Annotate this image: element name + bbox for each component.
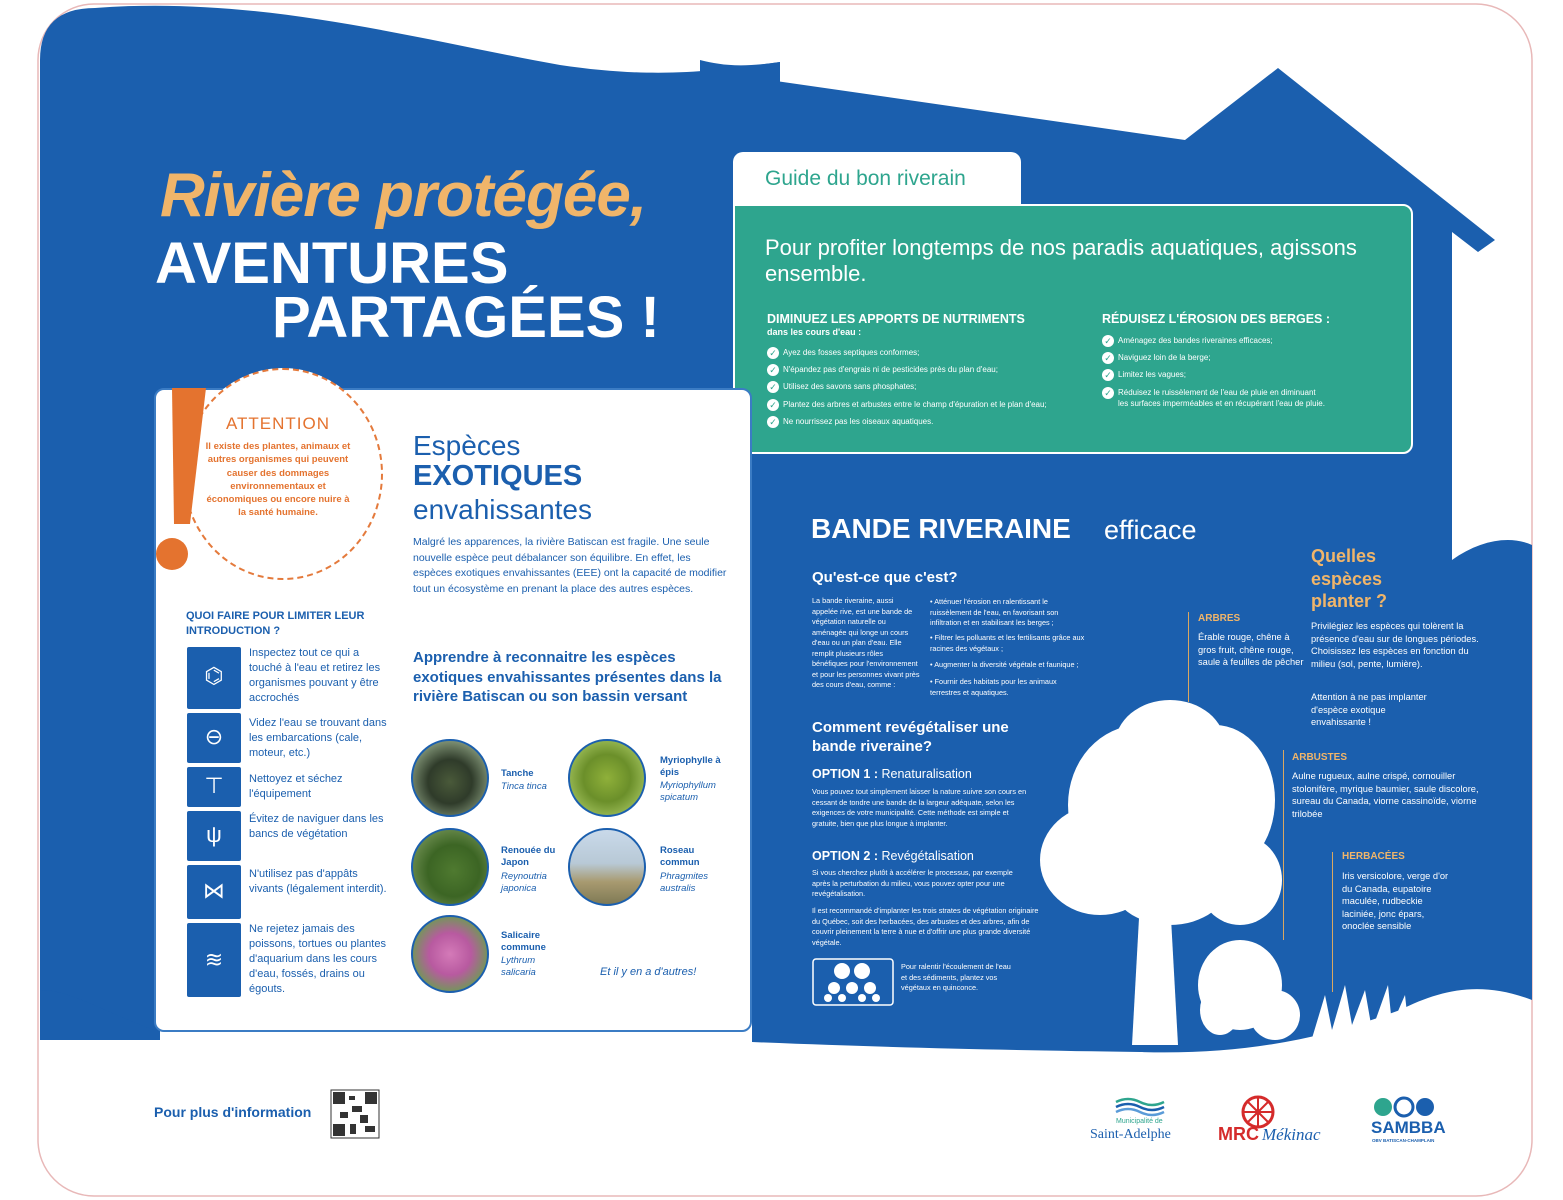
aquatic-plants-icon: ψ xyxy=(187,811,241,861)
arbres-label: ARBRES xyxy=(1198,613,1241,624)
logo-saint-adelphe: Municipalité de Saint-Adelphe xyxy=(1088,1096,1188,1146)
limiter-item: Inspectez tout ce qui a touché à l'eau et retirez les organismes pouvant y être accrochés xyxy=(249,647,381,704)
attention-body: Il existe des plantes, animaux et autres organismes qui peuvent causer des dommages environnementaux et économiques ou encore nuire à la santé humaine. xyxy=(205,441,351,519)
species-name: Renouée du Japon xyxy=(501,845,556,868)
bande-definition: La bande riveraine, aussi appelée rive, est une bande de végétation naturelle ou aménagée qui longe un cours d'eau ou un plan d'eau. Elle remplit plusieurs rôles bénéfiques pour l'environnement et pour les personnes vivant près des cours d'eau, comme : xyxy=(812,596,920,689)
roseau-photo xyxy=(568,828,646,906)
logo-mrc-mekinac: MRC Mékinac xyxy=(1218,1094,1342,1150)
bande-role: • Fournir des habitats pour les animaux terrestres et aquatiques. xyxy=(930,677,1057,697)
nutriments-subheading: dans les cours d'eau : xyxy=(767,327,862,337)
renouee-photo xyxy=(411,828,489,906)
limiter-heading: QUOI FAIRE POUR LIMITER LEUR INTRODUCTION ? xyxy=(186,610,365,637)
especes-title-2: EXOTIQUES xyxy=(413,460,583,492)
species-name: Salicaire commune xyxy=(501,930,546,953)
erosion-heading: RÉDUISEZ L'ÉROSION DES BERGES : xyxy=(1102,312,1331,326)
species-latin: Tinca tinca xyxy=(501,781,547,792)
guide-intro: Pour profiter longtemps de nos paradis aquatiques, agissons ensemble. xyxy=(765,235,1357,286)
bande-title-bold: BANDE RIVERAINE xyxy=(811,513,1071,544)
nutriments-heading: DIMINUEZ LES APPORTS DE NUTRIMENTS xyxy=(767,312,1025,326)
plants-intro: Privilégiez les espèces qui tolèrent la présence d'eau sur de longues périodes. Choisissez les espèces en fonction du milieu (sol, pente, lumière). xyxy=(1311,621,1479,669)
reconnaitre-heading: Apprendre à reconnaitre les espèces exotiques envahissantes présentes dans la rivière Batiscan ou son bassin versant xyxy=(413,649,722,705)
kayak-icon: ⊖ xyxy=(187,713,241,763)
more-info-label: Pour plus d'information xyxy=(154,1104,312,1120)
herbacees-line xyxy=(1332,852,1333,992)
faucet-icon: ⊤ xyxy=(187,767,241,807)
option-2-body: Si vous cherchez plutôt à accélérer le processus, par exemple après la perturbation du milieu, vous pouvez opter pour une revégétalisation. xyxy=(812,868,1013,898)
qr-code[interactable] xyxy=(331,1090,379,1138)
arbustes-line xyxy=(1283,750,1284,940)
fish-icon: ⋈ xyxy=(187,865,241,919)
check-icon: ✓ xyxy=(767,399,779,411)
especes-title-3: envahissantes xyxy=(413,494,593,525)
option-2-title: OPTION 2 : Revégétalisation xyxy=(812,849,974,863)
bande-role: • Augmenter la diversité végétale et faunique ; xyxy=(930,660,1079,669)
quinconce-text: Pour ralentir l'écoulement de l'eau et des sédiments, plantez vos végétaux en quinconce. xyxy=(901,962,1011,992)
species-name: Tanche xyxy=(501,768,534,779)
herbacees-list: Iris versicolore, verge d'or du Canada, eupatoire maculée, rudbeckie laciniée, jonc épars, onoclée sensible xyxy=(1342,871,1449,931)
check-icon: ✓ xyxy=(1102,387,1114,399)
arbustes-label: ARBUSTES xyxy=(1292,752,1348,763)
water-hose-icon: ⌬ xyxy=(187,647,241,709)
plants-heading: Quelles espèces planter ? xyxy=(1311,546,1388,611)
bande-role: • Atténuer l'érosion en ralentissant le ruissèlement de l'eau, en favorisant son infiltration et en stabilisant les berges ; xyxy=(930,597,1059,627)
limiter-item: N'utilisez pas d'appâts vivants (légalement interdit). xyxy=(249,868,387,895)
arbres-list: Érable rouge, chêne à gros fruit, chêne rouge, saule à feuilles de pêcher xyxy=(1198,632,1304,667)
especes-title-1: Espèces xyxy=(413,430,521,461)
more-species-note: Et il y en a d'autres! xyxy=(600,966,697,978)
especes-body: Malgré les apparences, la rivière Batiscan est fragile. Une seule nouvelle espèce peut débalancer son équilibre. En effet, les espèces exotiques envahissantes (EEE) ont la capacité de modifier tout un écosystème en prenant la place des autres espèces. xyxy=(413,536,727,595)
check-icon: ✓ xyxy=(1102,352,1114,364)
limiter-item: Ne rejetez jamais des poissons, tortues ou plantes d'aquarium dans les cours d'eau, fossés, drains ou égouts. xyxy=(249,923,386,995)
title-line-3: PARTAGÉES ! xyxy=(272,285,660,350)
strates-body: Il est recommandé d'implanter les trois strates de végétation originaire du Québec, soit des herbacées, des arbustes et des arbres, afin de couvrir pleinement la terre à nue et d'offrir une plus grande diversité végétale. xyxy=(812,906,1039,947)
limiter-item: Évitez de naviguer dans les bancs de végétation xyxy=(249,813,384,840)
check-icon: ✓ xyxy=(767,416,779,428)
drain-icon: ≋ xyxy=(187,923,241,997)
check-icon: ✓ xyxy=(767,364,779,376)
species-latin: Lythrum salicaria xyxy=(501,955,536,978)
herbacees-label: HERBACÉES xyxy=(1342,851,1405,862)
bande-title-light: efficace xyxy=(1104,515,1197,545)
salicaire-photo xyxy=(411,915,489,993)
bande-role: • Filtrer les polluants et les fertilisants grâce aux racines des végétaux ; xyxy=(930,633,1085,653)
guide-tab-label: Guide du bon riverain xyxy=(765,167,966,190)
title-line-1: Rivière protégée, xyxy=(160,161,647,230)
attention-heading: ATTENTION xyxy=(225,414,331,433)
exclamation-icon xyxy=(150,384,210,574)
check-icon: ✓ xyxy=(1102,335,1114,347)
comment-heading: Comment revégétaliser une bande riveraine? xyxy=(812,719,1009,755)
option-1-body: Vous pouvez tout simplement laisser la nature suivre son cours en cessant de tondre une bande de la largeur adéquate, selon les exigences de votre municipalité. Cette méthode est simple et gratuite, bien que plus longue à implanter. xyxy=(812,787,1027,828)
check-icon: ✓ xyxy=(767,347,779,359)
species-latin: Reynoutria japonica xyxy=(501,871,547,894)
plants-warning: Attention à ne pas implanter d'espèce exotique envahissante ! xyxy=(1311,692,1427,727)
species-name: Roseau commun xyxy=(660,845,700,868)
title-line-2: AVENTURES xyxy=(155,231,509,296)
check-icon: ✓ xyxy=(1102,369,1114,381)
option-1-title: OPTION 1 : Renaturalisation xyxy=(812,767,972,781)
quinconce-plants-icon xyxy=(812,958,894,1006)
bande-question: Qu'est-ce que c'est? xyxy=(812,569,958,586)
species-name: Myriophylle à épis xyxy=(660,755,721,778)
check-icon: ✓ xyxy=(767,381,779,393)
sambba-logo-icon xyxy=(1372,1096,1436,1118)
myriophylle-photo xyxy=(568,739,646,817)
arbres-line xyxy=(1188,612,1189,702)
wave-logo-icon xyxy=(1088,1096,1188,1118)
arbustes-list: Aulne rugueux, aulne crispé, cornouiller stolonifère, myrique baumier, saule discolore, sureau du Canada, viorne cassinoïde, viorne trilobée xyxy=(1292,771,1479,819)
limiter-item: Videz l'eau se trouvant dans les embarcations (cale, moteur, etc.) xyxy=(249,717,387,759)
logo-sambba: SAMBBA OBV BATISCAN-CHAMPLAIN xyxy=(1370,1096,1450,1148)
species-latin: Myriophyllum spicatum xyxy=(660,780,716,803)
limiter-item: Nettoyez et séchez l'équipement xyxy=(249,773,343,800)
species-latin: Phragmites australis xyxy=(660,871,709,894)
tanche-photo xyxy=(411,739,489,817)
